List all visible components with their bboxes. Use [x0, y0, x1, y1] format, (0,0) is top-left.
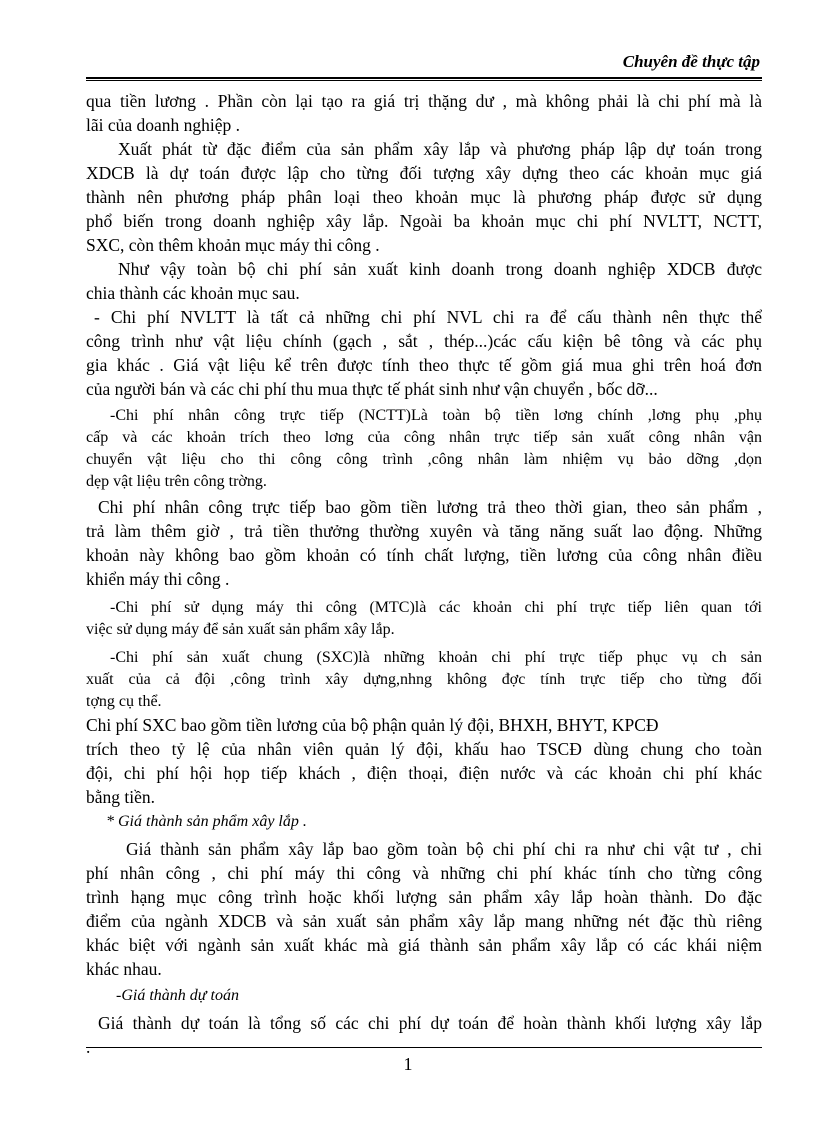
- text-line: -Chi phí sử dụng máy thi công (MTC)là các khoản chi phí trực tiếp liên quan tới: [110, 599, 762, 616]
- text-line: Chi phí SXC bao gồm tiền lương của bộ phận quản lý đội, BHXH, BHYT, KPCĐ: [86, 715, 659, 735]
- text-line: trích theo tỷ lệ của nhân viên quản lý đội, khấu hao TSCĐ dùng chung cho toàn: [86, 739, 762, 759]
- text-line: phí nhân công , chi phí máy thi công và những chi phí khác tính cho từng công: [86, 863, 762, 883]
- footer-rule: [86, 1047, 762, 1048]
- text-line: qua tiền lương . Phần còn lại tạo ra giá trị thặng dư , mà không phải là chi phí mà là: [86, 91, 762, 111]
- text-line: Như vậy toàn bộ chi phí sản xuất kinh doanh trong doanh nghiệp XDCB được: [118, 259, 762, 279]
- header-rule: [86, 77, 762, 79]
- text-line: Giá thành sản phẩm xây lắp bao gồm toàn bộ chi phí chi ra như chi vật tư , chi: [126, 839, 762, 859]
- text-line: thành nên phương pháp phân loại theo khoản mục là phương pháp được sử dụng: [86, 187, 762, 207]
- text-line: điểm của ngành XDCB và sản xuất sản phẩm xây lắp mang những nét đặc thù riêng: [86, 911, 762, 931]
- text-line: phổ biến trong doanh nghiệp xây lắp. Ngoài ba khoản mục chi phí NVLTT, NCTT,: [86, 211, 762, 231]
- text-line: chuyển vật liệu cho thi công công trình ,công nhân làm nhiệm vụ bảo dỡng ,dọn: [86, 451, 762, 468]
- text-line: Giá thành dự toán là tổng số các chi phí dự toán để hoàn thành khối lượng xây lắp: [98, 1013, 762, 1033]
- text-line: Chi phí nhân công trực tiếp bao gồm tiền lương trả theo thời gian, theo sản phẩm ,: [98, 497, 762, 517]
- text-line: bằng tiền.: [86, 787, 156, 807]
- header-rule-thin: [86, 80, 762, 81]
- text-line: gia khác . Giá vật liệu kể trên được tính theo thực tế gồm giá mua ghi trên hoá đơn: [86, 355, 762, 375]
- text-line: trả làm thêm giờ , trả tiền thưởng thường xuyên và tăng năng suất lao động. Những: [86, 521, 762, 541]
- text-line: dẹp vật liệu trên công trờng.: [86, 473, 267, 490]
- text-line: việc sử dụng máy để sản xuất sản phẩm xây lắp.: [86, 621, 395, 638]
- text-line: Xuất phát từ đặc điểm của sản phẩm xây lắp và phương pháp lập dự toán trong: [118, 139, 762, 159]
- text-line: chia thành các khoản mục sau.: [86, 283, 300, 303]
- text-line: -Chi phí nhân công trực tiếp (NCTT)Là toàn bộ tiền lơng chính ,lơng phụ ,phụ: [110, 407, 762, 424]
- text-line: SXC, còn thêm khoản mục máy thi công .: [86, 235, 380, 255]
- text-line: trình hạng mục công trình hoặc khối lượng sản phẩm xây lắp hoàn thành. Do đặc: [86, 887, 762, 907]
- text-line: cấp và các khoản trích theo lơng của công nhân trực tiếp sản xuất công nhân vận: [86, 429, 762, 446]
- text-line: công trình như vật liệu chính (gạch , sắt , thép...)các cấu kiện bê tông và các phụ: [86, 331, 762, 351]
- running-header-title: Chuyên đề thực tập: [622, 52, 760, 71]
- text-line: XDCB là dự toán được lập cho từng đối tượng xây dựng theo các khoản mục giá: [86, 163, 762, 183]
- page-number: 1: [403, 1054, 413, 1074]
- text-line: khoản này không bao gồm khoản có tính chất lượng, tiền lương của công nhân điều: [86, 545, 762, 565]
- text-line: khác nhau.: [86, 959, 162, 979]
- text-line: -Chi phí sản xuất chung (SXC)là những khoản chi phí trực tiếp phục vụ ch sản: [110, 649, 762, 666]
- text-line: lãi của doanh nghiệp .: [86, 115, 241, 135]
- text-line: khiển máy thi công .: [86, 569, 230, 589]
- text-line: đội, chi phí hội họp tiếp khách , điện thoại, điện nước và các khoản chi phí khác: [86, 763, 762, 783]
- document-body: [86, 89, 762, 1059]
- text-line: - Chi phí NVLTT là tất cả những chi phí NVL chi ra để cấu thành nên thực thể: [94, 307, 762, 327]
- text-line: xuất của cả đội ,công trình xây dựng,nhng không đợc tính trực tiếp cho từng đối: [86, 671, 762, 688]
- section-heading: * Giá thành sản phẩm xây lắp .: [106, 813, 307, 830]
- text-line: .: [86, 1037, 91, 1057]
- subsection-heading: -Giá thành dự toán: [116, 987, 239, 1004]
- text-line: khác biệt với ngành sản xuất khác mà giá thành sản phẩm xây lắp có các khái niệm: [86, 935, 762, 955]
- text-line: của người bán và các chi phí thu mua thực tế phát sinh như vận chuyển , bốc dỡ...: [86, 379, 658, 399]
- text-line: tợng cụ thể.: [86, 693, 162, 710]
